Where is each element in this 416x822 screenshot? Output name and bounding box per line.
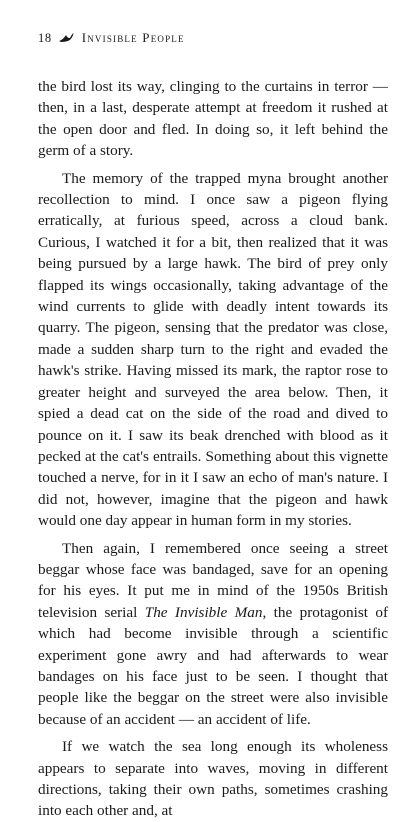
paragraph-beggar-rest: , the protagonist of which had become invisible through a scientific experiment gone awry and had afterwards to wear bandages on his face just to be seen. I thought that people like the beggar on the street were also invisible because of an accident — an accident of life.: [38, 603, 388, 728]
page-number: 18: [38, 30, 52, 45]
body-text: [38, 76, 388, 822]
book-title: Invisible People: [81, 30, 185, 45]
paragraph-beggar-lead: Then again, I remembered once seeing a street beggar whose face was bandaged, save for an opening for his eyes. It put me in mind of the 1950s British television serial: [38, 539, 388, 621]
bird-icon: [58, 32, 74, 44]
paragraph-beggar: [38, 538, 388, 731]
running-head: [38, 30, 185, 46]
paragraph-continued: the bird lost its way, clinging to the curtains in terror — then, in a last, desperate attempt at freedom it rushed at the open door and fled. In doing so, it left behind the germ of a story.: [38, 78, 388, 160]
serial-title: The Invisible Man: [144, 603, 263, 621]
paragraph-myna-pigeon-hawk: The memory of the trapped myna brought another recollection to mind. I once saw a pigeon flying erratically, at furious speed, across a cloud bank. Curious, I watched it for a bit, then realized that it was being pursued by a large hawk. The bird of prey only flapped its wings occasionally, taking advantage of the wind currents to glide with deadly intent towards its quarry. The pigeon, sensing that the predator was close, made a sudden sharp turn to the right and evaded the hawk's strike. Having missed its mark, the raptor rose to greater height and surveyed the area below. Then, it spied a dead cat on the side of the road and dived to pounce on it. I saw its beak drenched with blood as it pecked at the cat's entrails. Something about this vignette touched a nerve, for in it I saw an echo of man's nature. I did not, however, imagine that the pigeon and hawk would one day appear in human form in my stories.: [38, 169, 388, 530]
paragraph-sea: If we watch the sea long enough its wholeness appears to separate into waves, moving in different directions, taking their own paths, sometimes crashing into each other and, at: [38, 738, 388, 820]
